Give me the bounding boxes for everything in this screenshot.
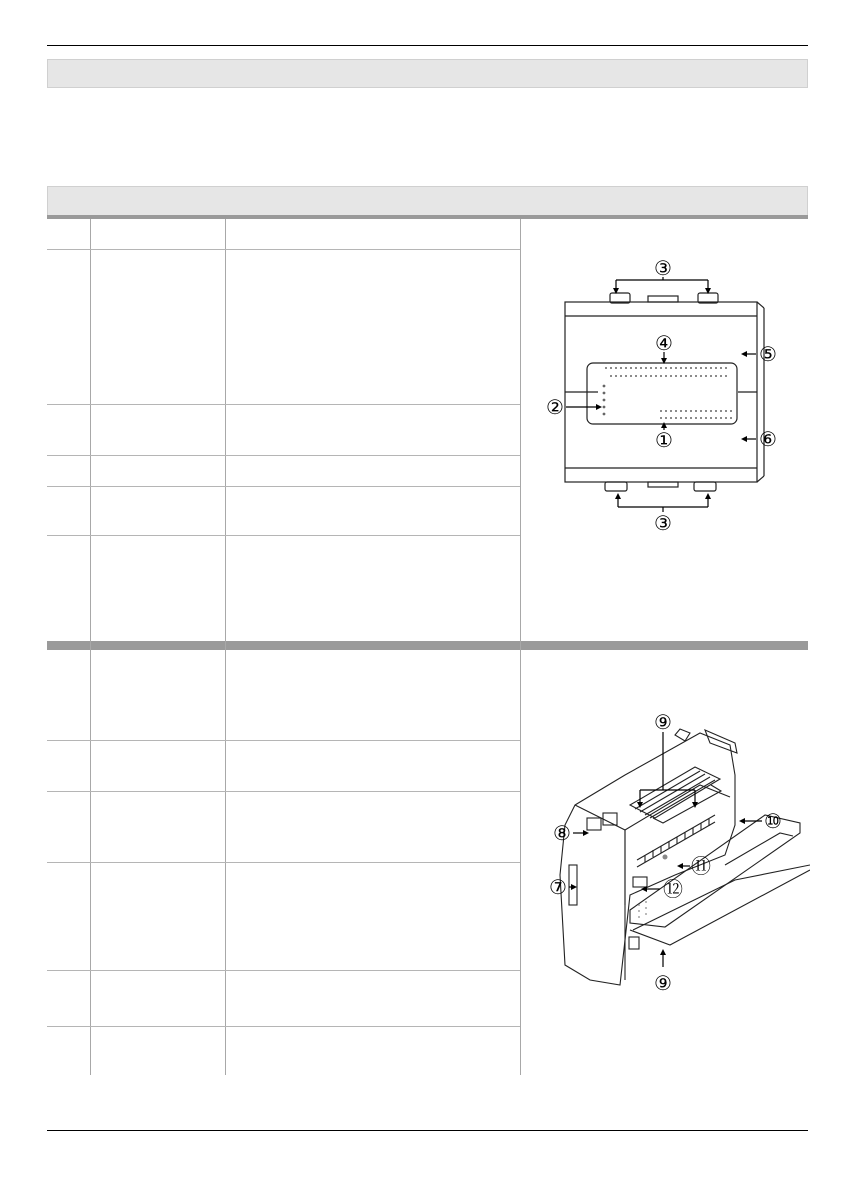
table-row-line — [47, 455, 520, 456]
footer-rule — [47, 1130, 808, 1131]
top-led-row — [605, 367, 727, 377]
table-row-line — [47, 404, 520, 405]
table-row-line — [47, 249, 520, 250]
table-row-line — [47, 740, 520, 741]
callout-label: ③ — [654, 256, 672, 280]
callout-label: ① — [655, 428, 673, 452]
callout-label: ③ — [654, 511, 672, 535]
table-row-line — [47, 486, 520, 487]
callout-label: ⑫ — [663, 877, 683, 901]
callout-label: ⑤ — [759, 342, 777, 366]
front-view-drawing-icon — [530, 250, 800, 540]
table-row-line — [47, 535, 520, 536]
callout-label: ⑨ — [654, 710, 672, 734]
callout-label: ⑪ — [691, 854, 711, 878]
table-row-line — [47, 1026, 520, 1027]
callout-label: ④ — [655, 331, 673, 355]
callout-label: ⑩ — [764, 809, 782, 833]
column-line-1 — [90, 219, 91, 1075]
section-band-top — [47, 59, 808, 88]
isometric-view-drawing-icon — [525, 705, 810, 1000]
table-top-rule — [47, 215, 808, 219]
callout-label: ⑦ — [549, 875, 567, 899]
callout-label: ⑨ — [654, 971, 672, 995]
header-rule — [47, 45, 808, 46]
bottom-led-row — [660, 410, 732, 419]
section-band-table — [47, 186, 808, 216]
callout-label: ⑧ — [553, 821, 571, 845]
table-row-line — [47, 970, 520, 971]
callout-label: ② — [546, 395, 564, 419]
callout-label: ⑥ — [759, 427, 777, 451]
column-line-3 — [520, 219, 521, 1075]
status-led-column — [603, 385, 606, 416]
column-line-2 — [225, 219, 226, 1075]
table-mid-divider — [47, 641, 808, 650]
table-row-line — [47, 862, 520, 863]
table-row-line — [47, 791, 520, 792]
